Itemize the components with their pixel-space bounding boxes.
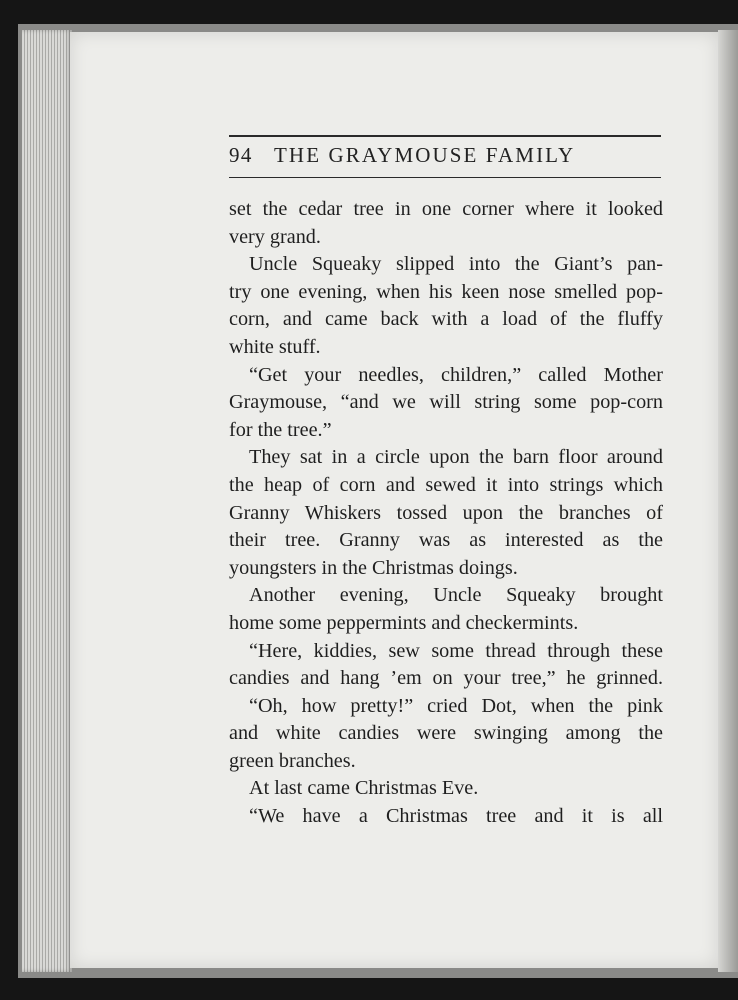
text-line: candies and hang ’em on your tree,” he grinned. bbox=[229, 667, 663, 690]
text-line: “Here, kiddies, sew some thread through these bbox=[249, 639, 663, 662]
text-line: Graymouse, “and we will string some pop-corn bbox=[229, 391, 663, 414]
text-line: At last came Christmas Eve. bbox=[249, 777, 479, 800]
text-line: home some peppermints and checkermints. bbox=[229, 611, 579, 634]
running-header bbox=[229, 143, 661, 171]
text-line: “Get your needles, children,” called Mother bbox=[249, 363, 663, 386]
text-line: corn, and came back with a load of the fluffy bbox=[229, 308, 663, 331]
page-edges bbox=[22, 30, 72, 972]
text-line: for the tree.” bbox=[229, 418, 332, 441]
text-line: green branches. bbox=[229, 749, 356, 772]
text-line: try one evening, when his keen nose smelled pop- bbox=[229, 280, 663, 303]
text-line: Uncle Squeaky slipped into the Giant’s pan- bbox=[249, 253, 663, 276]
text-line: their tree. Granny was as interested as the bbox=[229, 529, 663, 552]
running-title: THE GRAYMOUSE FAMILY bbox=[274, 143, 576, 167]
header-bottom-rule bbox=[229, 177, 661, 178]
header-top-rule bbox=[229, 135, 661, 137]
body-text bbox=[229, 196, 663, 831]
text-line: very grand. bbox=[229, 225, 321, 248]
text-line: “We have a Christmas tree and it is all bbox=[249, 805, 663, 828]
text-line: youngsters in the Christmas doings. bbox=[229, 556, 518, 579]
text-line: They sat in a circle upon the barn floor around bbox=[249, 446, 663, 469]
text-line: the heap of corn and sewed it into strings which bbox=[229, 473, 663, 496]
text-line: and white candies were swinging among the bbox=[229, 722, 663, 745]
right-page-edge bbox=[718, 30, 738, 972]
text-line: white stuff. bbox=[229, 335, 321, 358]
text-line: set the cedar tree in one corner where it looked bbox=[229, 198, 663, 220]
text-line: Granny Whiskers tossed upon the branches of bbox=[229, 501, 663, 524]
text-line: Another evening, Uncle Squeaky brought bbox=[249, 584, 663, 607]
page-number: 94 bbox=[229, 143, 253, 167]
text-line: “Oh, how pretty!” cried Dot, when the pink bbox=[249, 694, 663, 717]
